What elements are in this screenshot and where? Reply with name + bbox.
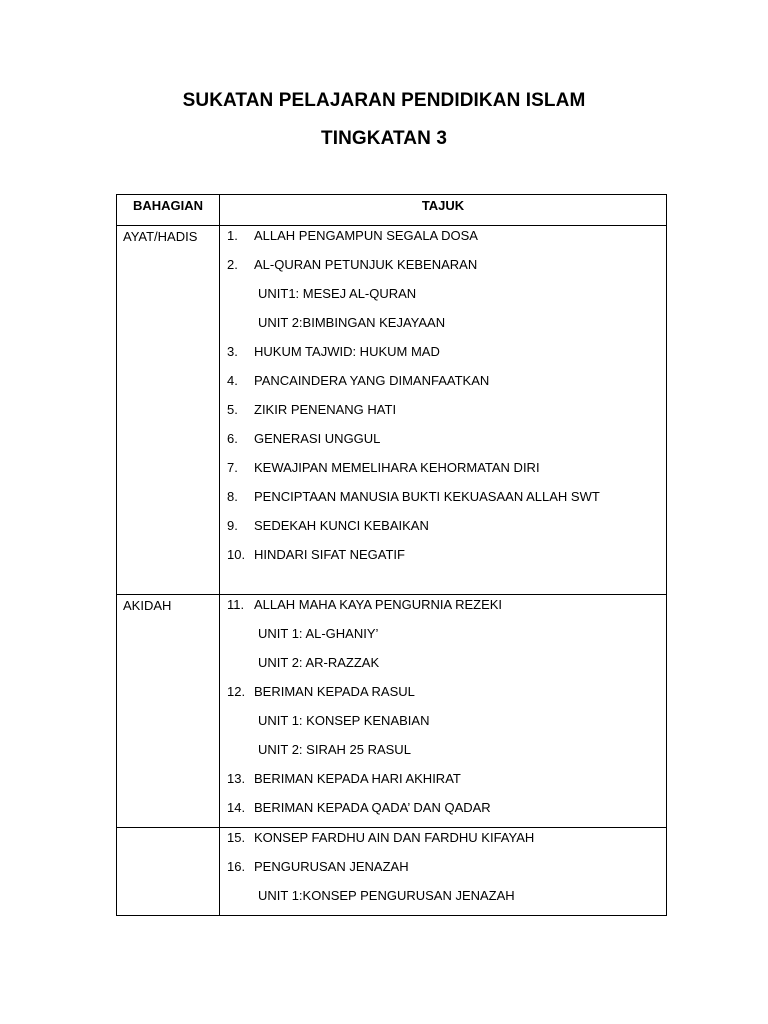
document-title: SUKATAN PELAJARAN PENDIDIKAN ISLAM: [182, 90, 586, 111]
list-item: [220, 798, 666, 827]
table-row: [117, 595, 667, 828]
item-text: UNIT1: MESEJ AL-QURAN: [258, 286, 417, 301]
list-item: [220, 487, 666, 516]
item-number: 10.: [227, 547, 246, 562]
section-topics: [220, 828, 667, 916]
sub-item: [220, 653, 666, 682]
item-number: 16.: [227, 859, 246, 874]
item-number: 13.: [227, 771, 246, 786]
section-label: AYAT/HADIS: [117, 226, 220, 595]
syllabus-table: [116, 194, 667, 916]
sub-item: [220, 740, 666, 769]
item-text: HINDARI SIFAT NEGATIF: [254, 547, 405, 562]
item-text: ZIKIR PENENANG HATI: [254, 402, 397, 417]
list-item: [220, 545, 666, 574]
item-text: AL-QURAN PETUNJUK KEBENARAN: [254, 257, 478, 272]
table-header-row: [117, 195, 667, 226]
list-item: [220, 516, 666, 545]
list-item: [220, 769, 666, 798]
header-bahagian: BAHAGIAN: [117, 195, 220, 226]
item-number: 8.: [227, 489, 238, 504]
item-number: 14.: [227, 800, 246, 815]
list-item: [220, 400, 666, 429]
item-text: UNIT 2: AR-RAZZAK: [258, 655, 380, 670]
item-number: 11.: [227, 597, 245, 612]
item-text: BERIMAN KEPADA HARI AKHIRAT: [254, 771, 461, 786]
item-text: UNIT 2:BIMBINGAN KEJAYAAN: [258, 315, 446, 330]
item-text: PENCIPTAAN MANUSIA BUKTI KEKUASAAN ALLAH SWT: [254, 489, 600, 504]
item-number: 2.: [227, 257, 238, 272]
item-number: 15.: [227, 830, 246, 845]
item-text: GENERASI UNGGUL: [254, 431, 381, 446]
section-label: AKIDAH: [117, 595, 220, 828]
list-item: [220, 595, 666, 624]
item-text: BERIMAN KEPADA RASUL: [254, 684, 415, 699]
item-number: 1.: [227, 228, 238, 243]
item-number: 7.: [227, 460, 238, 475]
list-item: [220, 226, 666, 255]
section-topics: [220, 595, 667, 828]
list-item: [220, 371, 666, 400]
item-text: ALLAH PENGAMPUN SEGALA DOSA: [254, 228, 478, 243]
header-tajuk: TAJUK: [220, 195, 667, 226]
sub-item: [220, 711, 666, 740]
list-item: [220, 828, 666, 857]
item-text: UNIT 1: KONSEP KENABIAN: [258, 713, 430, 728]
list-item: [220, 255, 666, 284]
item-number: 6.: [227, 431, 238, 446]
list-item: [220, 458, 666, 487]
item-number: 3.: [227, 344, 238, 359]
list-item: [220, 342, 666, 371]
sub-item: [220, 624, 666, 653]
item-text: PANCAINDERA YANG DIMANFAATKAN: [254, 373, 490, 388]
item-text: UNIT 1: AL-GHANIY’: [258, 626, 379, 641]
item-text: BERIMAN KEPADA QADA’ DAN QADAR: [254, 800, 491, 815]
item-text: UNIT 1:KONSEP PENGURUSAN JENAZAH: [258, 888, 515, 903]
section-topics: [220, 226, 667, 595]
document-subtitle: TINGKATAN 3: [320, 128, 447, 149]
item-number: 5.: [227, 402, 238, 417]
table-row: [117, 828, 667, 916]
sub-item: [220, 886, 666, 915]
list-item: [220, 682, 666, 711]
section-label: [117, 828, 220, 916]
table-row: [117, 226, 667, 595]
item-text: SEDEKAH KUNCI KEBAIKAN: [254, 518, 429, 533]
item-number: 9.: [227, 518, 238, 533]
list-item: [220, 429, 666, 458]
item-text: HUKUM TAJWID: HUKUM MAD: [254, 344, 440, 359]
sub-item: [220, 284, 666, 313]
item-text: UNIT 2: SIRAH 25 RASUL: [258, 742, 411, 757]
spacer: [220, 574, 666, 594]
item-text: KONSEP FARDHU AIN DAN FARDHU KIFAYAH: [254, 830, 535, 845]
item-number: 12.: [227, 684, 246, 699]
item-text: PENGURUSAN JENAZAH: [254, 859, 409, 874]
list-item: [220, 857, 666, 886]
item-text: KEWAJIPAN MEMELIHARA KEHORMATAN DIRI: [254, 460, 540, 475]
item-text: ALLAH MAHA KAYA PENGURNIA REZEKI: [254, 597, 503, 612]
item-number: 4.: [227, 373, 238, 388]
sub-item: [220, 313, 666, 342]
